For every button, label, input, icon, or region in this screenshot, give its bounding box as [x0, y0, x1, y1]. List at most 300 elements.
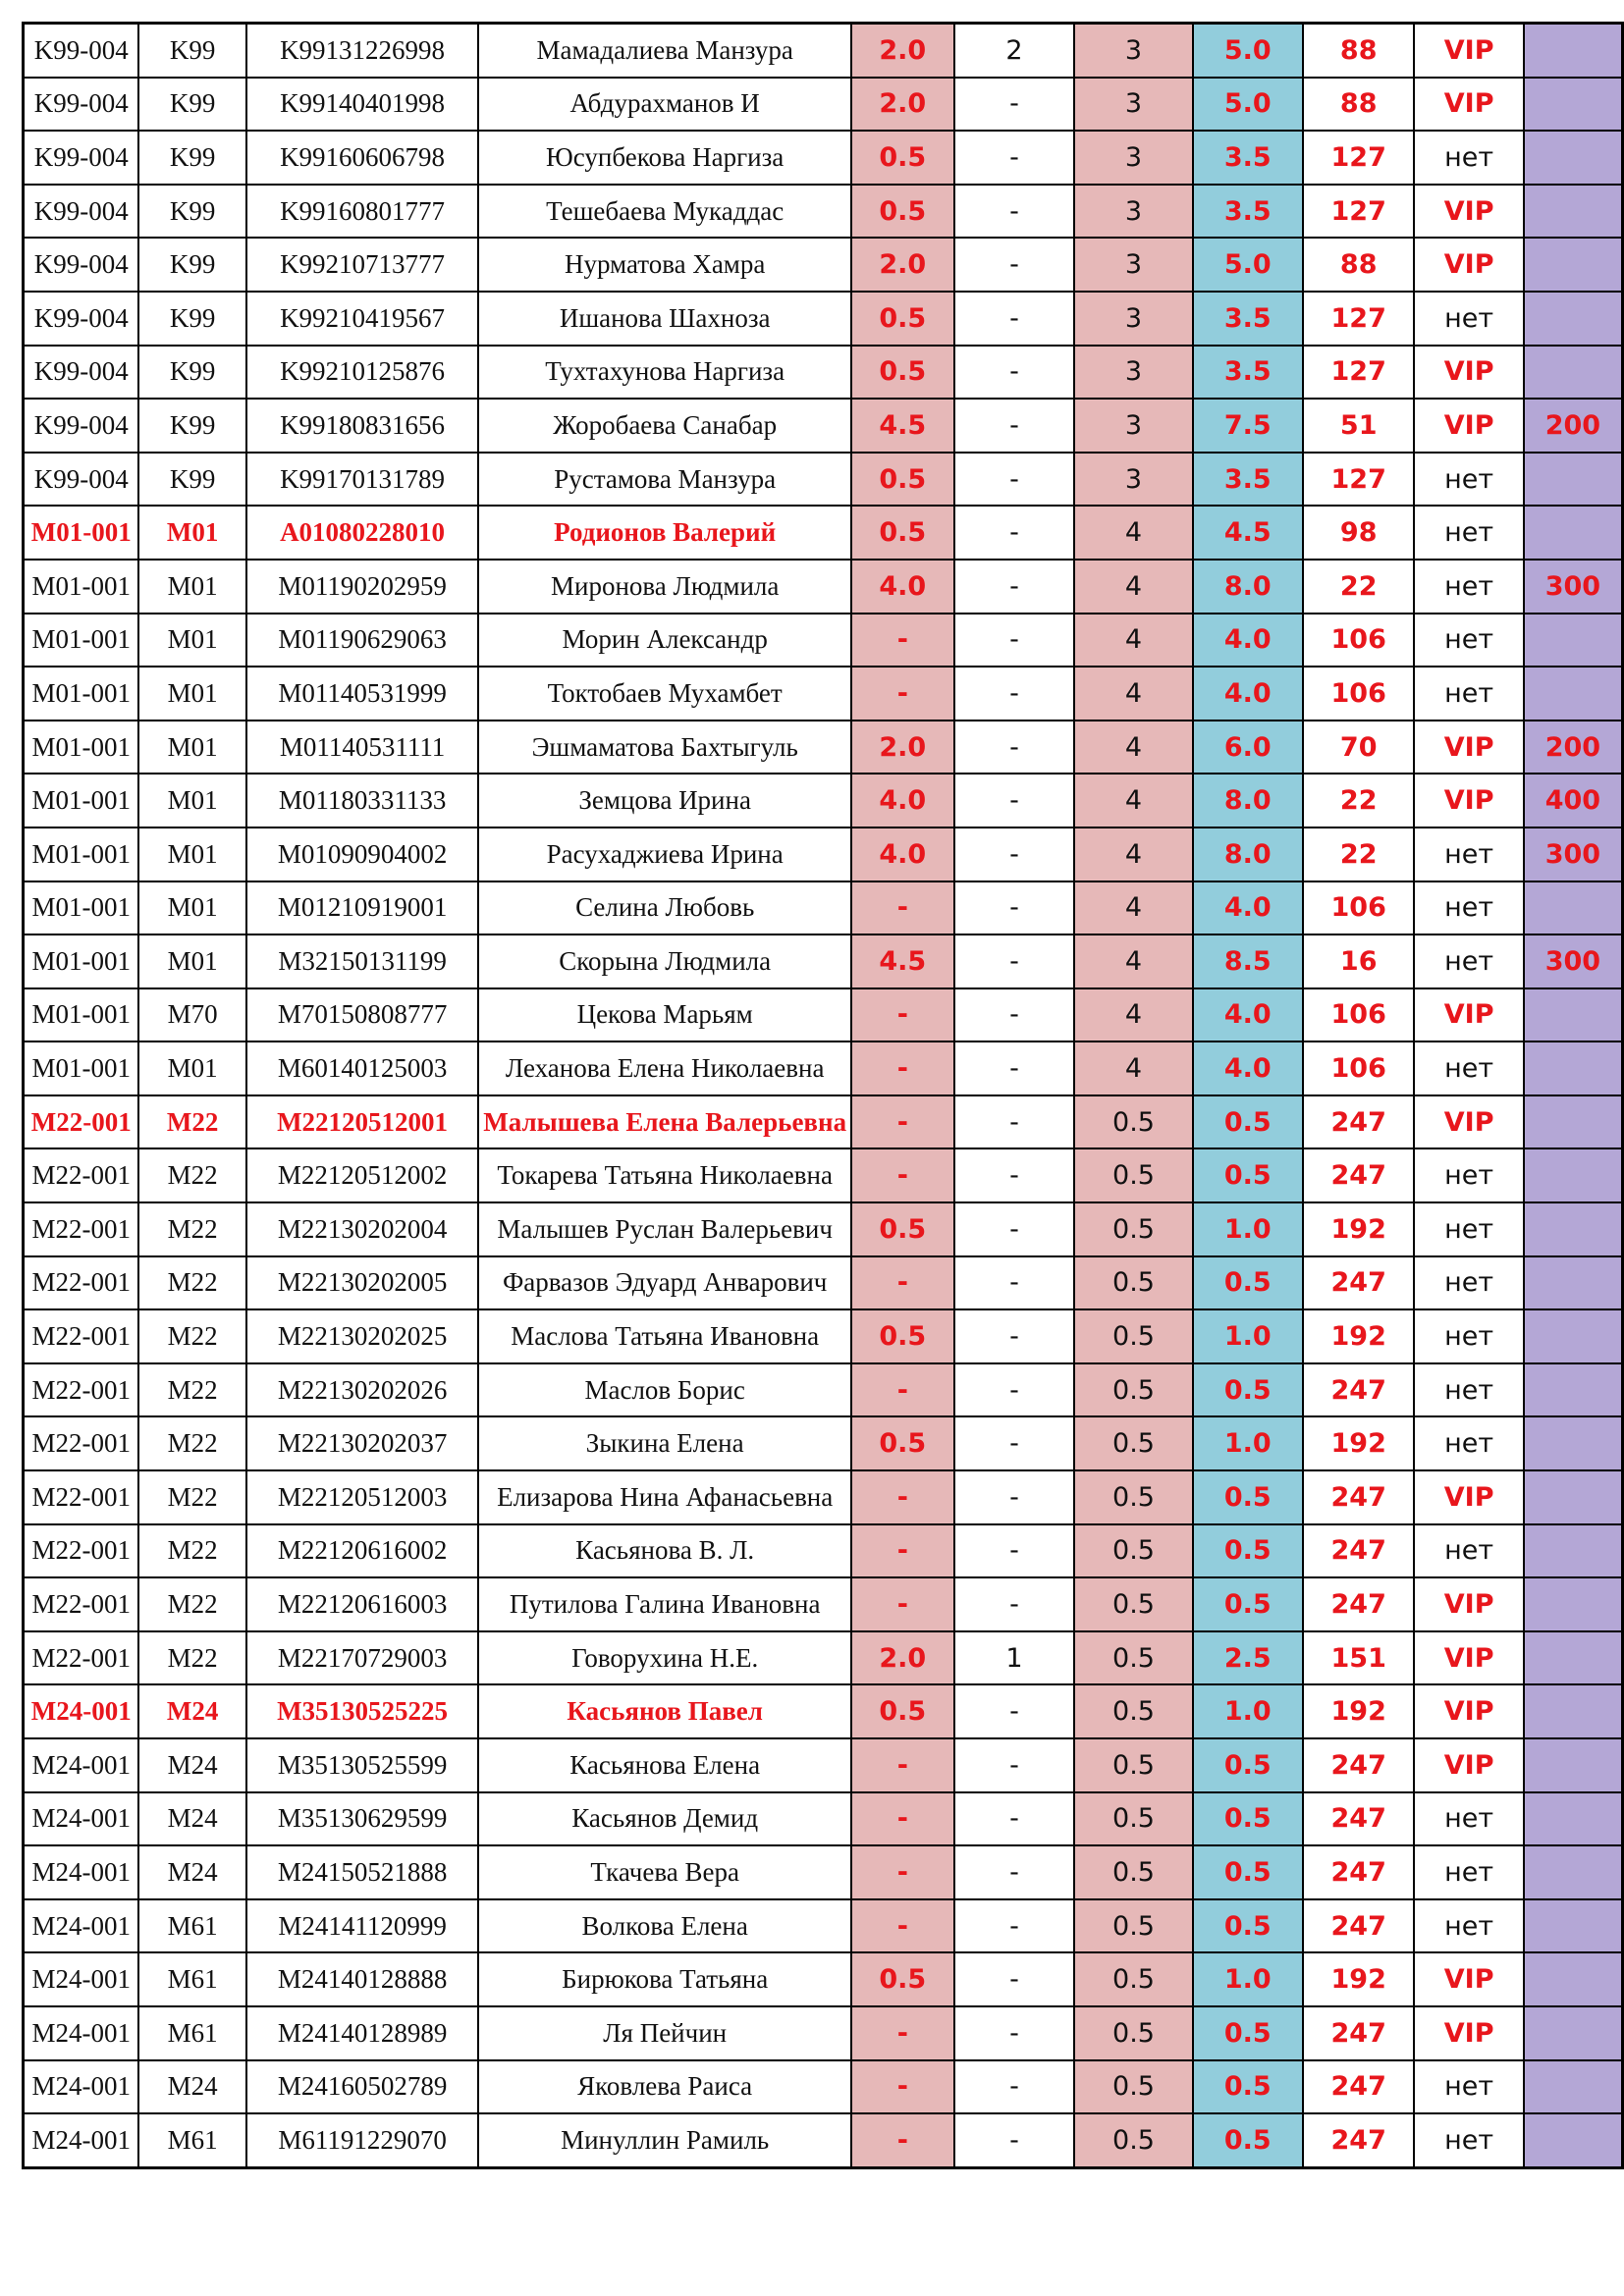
table-row — [24, 1095, 1623, 1149]
cell-v2: - — [954, 560, 1075, 614]
cell-status: VIP — [1414, 78, 1523, 132]
cell-v2: - — [954, 774, 1075, 828]
cell-v1: - — [851, 667, 953, 721]
cell-branch: K99 — [138, 24, 245, 78]
cell-id: K99140401998 — [246, 78, 478, 132]
cell-v3: 0.5 — [1074, 1845, 1192, 1899]
cell-bonus: 300 — [1524, 828, 1623, 881]
cell-v1: 2.0 — [851, 238, 953, 292]
cell-total: 1.0 — [1193, 1416, 1303, 1470]
cell-bonus: 300 — [1524, 934, 1623, 988]
cell-v3: 0.5 — [1074, 1577, 1192, 1631]
cell-v3: 4 — [1074, 560, 1192, 614]
cell-total: 0.5 — [1193, 1524, 1303, 1578]
cell-name: Земцова Ирина — [478, 774, 851, 828]
cell-status: нет — [1414, 1416, 1523, 1470]
cell-v1: 0.5 — [851, 506, 953, 560]
cell-v3: 0.5 — [1074, 2060, 1192, 2114]
cell-name: Ля Пейчин — [478, 2006, 851, 2060]
table-row — [24, 1256, 1623, 1310]
cell-v3: 0.5 — [1074, 1792, 1192, 1846]
cell-branch: M70 — [138, 988, 245, 1042]
cell-rank: 247 — [1303, 1845, 1414, 1899]
cell-name: Леханова Елена Николаевна — [478, 1041, 851, 1095]
cell-bonus — [1524, 1363, 1623, 1417]
cell-v3: 0.5 — [1074, 1470, 1192, 1524]
cell-id: M60140125003 — [246, 1041, 478, 1095]
cell-branch: K99 — [138, 185, 245, 239]
cell-branch: M22 — [138, 1470, 245, 1524]
cell-group: M24-001 — [24, 1899, 139, 1953]
cell-v3: 0.5 — [1074, 2006, 1192, 2060]
cell-v3: 3 — [1074, 185, 1192, 239]
cell-status: нет — [1414, 1899, 1523, 1953]
cell-v1: - — [851, 1041, 953, 1095]
cell-id: M01190202959 — [246, 560, 478, 614]
cell-v1: 4.0 — [851, 560, 953, 614]
cell-rank: 247 — [1303, 2006, 1414, 2060]
cell-v2: - — [954, 131, 1075, 185]
table-row — [24, 346, 1623, 400]
cell-group: K99-004 — [24, 346, 139, 400]
cell-v1: - — [851, 881, 953, 935]
cell-rank: 247 — [1303, 1470, 1414, 1524]
cell-v3: 3 — [1074, 131, 1192, 185]
cell-v1: - — [851, 2060, 953, 2114]
cell-id: M24141120999 — [246, 1899, 478, 1953]
cell-bonus — [1524, 1899, 1623, 1953]
cell-total: 4.0 — [1193, 667, 1303, 721]
cell-v2: - — [954, 614, 1075, 667]
cell-v2: 2 — [954, 24, 1075, 78]
cell-v2: - — [954, 1148, 1075, 1202]
cell-branch: M22 — [138, 1148, 245, 1202]
table-row — [24, 1631, 1623, 1685]
cell-v1: - — [851, 1577, 953, 1631]
cell-total: 4.0 — [1193, 881, 1303, 935]
cell-status: нет — [1414, 614, 1523, 667]
table-row — [24, 560, 1623, 614]
table-row — [24, 185, 1623, 239]
cell-bonus — [1524, 131, 1623, 185]
table-row — [24, 1684, 1623, 1738]
cell-bonus — [1524, 1416, 1623, 1470]
cell-v2: - — [954, 2113, 1075, 2167]
cell-v2: - — [954, 1256, 1075, 1310]
cell-rank: 70 — [1303, 721, 1414, 774]
cell-total: 0.5 — [1193, 1899, 1303, 1953]
cell-total: 5.0 — [1193, 24, 1303, 78]
cell-bonus: 300 — [1524, 560, 1623, 614]
cell-branch: M22 — [138, 1256, 245, 1310]
cell-group: M24-001 — [24, 1684, 139, 1738]
cell-group: M01-001 — [24, 774, 139, 828]
cell-bonus — [1524, 1577, 1623, 1631]
cell-v1: 2.0 — [851, 78, 953, 132]
cell-v2: - — [954, 1577, 1075, 1631]
cell-rank: 127 — [1303, 346, 1414, 400]
cell-status: VIP — [1414, 1095, 1523, 1149]
cell-group: M01-001 — [24, 560, 139, 614]
cell-status: VIP — [1414, 1470, 1523, 1524]
cell-rank: 247 — [1303, 1577, 1414, 1631]
cell-name: Касьянов Демид — [478, 1792, 851, 1846]
cell-bonus: 400 — [1524, 774, 1623, 828]
cell-group: M01-001 — [24, 934, 139, 988]
cell-bonus — [1524, 1684, 1623, 1738]
table-row — [24, 667, 1623, 721]
cell-v1: 4.0 — [851, 774, 953, 828]
cell-total: 1.0 — [1193, 1684, 1303, 1738]
cell-name: Ишанова Шахноза — [478, 292, 851, 346]
cell-id: M22120512002 — [246, 1148, 478, 1202]
cell-name: Зыкина Елена — [478, 1416, 851, 1470]
cell-name: Бирюкова Татьяна — [478, 1952, 851, 2006]
cell-total: 1.0 — [1193, 1952, 1303, 2006]
cell-branch: M61 — [138, 1899, 245, 1953]
cell-total: 0.5 — [1193, 1095, 1303, 1149]
cell-name: Малышев Руслан Валерьевич — [478, 1202, 851, 1256]
cell-status: VIP — [1414, 774, 1523, 828]
cell-name: Маслов Борис — [478, 1363, 851, 1417]
cell-name: Тешебаева Мукаддас — [478, 185, 851, 239]
cell-name: Тухтахунова Наргиза — [478, 346, 851, 400]
cell-bonus — [1524, 2113, 1623, 2167]
cell-bonus — [1524, 238, 1623, 292]
cell-v2: - — [954, 2060, 1075, 2114]
cell-v2: - — [954, 1309, 1075, 1363]
cell-v1: - — [851, 1363, 953, 1417]
cell-total: 8.5 — [1193, 934, 1303, 988]
cell-status: нет — [1414, 1524, 1523, 1578]
cell-v2: - — [954, 667, 1075, 721]
cell-status: нет — [1414, 1256, 1523, 1310]
cell-total: 4.0 — [1193, 614, 1303, 667]
cell-bonus — [1524, 988, 1623, 1042]
cell-bonus — [1524, 1792, 1623, 1846]
cell-v2: - — [954, 78, 1075, 132]
cell-id: M22130202025 — [246, 1309, 478, 1363]
cell-v3: 0.5 — [1074, 1524, 1192, 1578]
cell-v3: 0.5 — [1074, 1738, 1192, 1792]
cell-group: M22-001 — [24, 1577, 139, 1631]
table-row — [24, 1148, 1623, 1202]
cell-rank: 247 — [1303, 1899, 1414, 1953]
cell-name: Жоробаева Санабар — [478, 399, 851, 453]
cell-branch: M01 — [138, 1041, 245, 1095]
cell-group: K99-004 — [24, 453, 139, 507]
table-row — [24, 292, 1623, 346]
cell-rank: 247 — [1303, 1363, 1414, 1417]
table-row — [24, 399, 1623, 453]
cell-id: K99131226998 — [246, 24, 478, 78]
cell-v3: 0.5 — [1074, 1148, 1192, 1202]
cell-status: VIP — [1414, 1952, 1523, 2006]
cell-name: Эшмаматова Бахтыгуль — [478, 721, 851, 774]
cell-v1: 4.5 — [851, 934, 953, 988]
cell-rank: 51 — [1303, 399, 1414, 453]
cell-total: 5.0 — [1193, 78, 1303, 132]
cell-group: K99-004 — [24, 185, 139, 239]
cell-rank: 247 — [1303, 2060, 1414, 2114]
cell-id: M22120616002 — [246, 1524, 478, 1578]
cell-branch: M24 — [138, 1738, 245, 1792]
cell-v2: - — [954, 1792, 1075, 1846]
cell-name: Мамадалиева Манзура — [478, 24, 851, 78]
cell-group: M24-001 — [24, 1952, 139, 2006]
cell-group: M22-001 — [24, 1470, 139, 1524]
cell-rank: 106 — [1303, 1041, 1414, 1095]
cell-rank: 247 — [1303, 1738, 1414, 1792]
cell-group: M01-001 — [24, 881, 139, 935]
cell-branch: M22 — [138, 1524, 245, 1578]
table-row — [24, 131, 1623, 185]
cell-v1: - — [851, 1470, 953, 1524]
cell-name: Ткачева Вера — [478, 1845, 851, 1899]
cell-status: VIP — [1414, 185, 1523, 239]
cell-group: M22-001 — [24, 1148, 139, 1202]
cell-id: M01140531111 — [246, 721, 478, 774]
cell-branch: M01 — [138, 506, 245, 560]
table-row — [24, 828, 1623, 881]
cell-v3: 0.5 — [1074, 1256, 1192, 1310]
table-row — [24, 1524, 1623, 1578]
cell-v2: - — [954, 1899, 1075, 1953]
cell-v2: - — [954, 721, 1075, 774]
cell-v1: 0.5 — [851, 346, 953, 400]
cell-bonus — [1524, 1148, 1623, 1202]
table-row — [24, 238, 1623, 292]
cell-v3: 0.5 — [1074, 1952, 1192, 2006]
cell-bonus — [1524, 1631, 1623, 1685]
cell-total: 3.5 — [1193, 292, 1303, 346]
cell-status: VIP — [1414, 1684, 1523, 1738]
cell-group: K99-004 — [24, 238, 139, 292]
cell-id: A01080228010 — [246, 506, 478, 560]
cell-name: Малышева Елена Валерьевна — [478, 1095, 851, 1149]
cell-rank: 88 — [1303, 78, 1414, 132]
cell-rank: 106 — [1303, 667, 1414, 721]
cell-v1: - — [851, 614, 953, 667]
cell-v1: - — [851, 1845, 953, 1899]
cell-v3: 0.5 — [1074, 1095, 1192, 1149]
cell-branch: M61 — [138, 2113, 245, 2167]
cell-name: Фарвазов Эдуард Анварович — [478, 1256, 851, 1310]
cell-v3: 3 — [1074, 238, 1192, 292]
cell-name: Токарева Татьяна Николаевна — [478, 1148, 851, 1202]
cell-v2: - — [954, 292, 1075, 346]
cell-id: K99180831656 — [246, 399, 478, 453]
cell-bonus — [1524, 2006, 1623, 2060]
cell-branch: M24 — [138, 1792, 245, 1846]
cell-v1: 0.5 — [851, 1309, 953, 1363]
cell-name: Родионов Валерий — [478, 506, 851, 560]
cell-total: 3.5 — [1193, 131, 1303, 185]
cell-branch: K99 — [138, 399, 245, 453]
cell-id: M24140128989 — [246, 2006, 478, 2060]
cell-status: VIP — [1414, 238, 1523, 292]
cell-status: нет — [1414, 292, 1523, 346]
cell-group: M22-001 — [24, 1416, 139, 1470]
cell-group: M01-001 — [24, 988, 139, 1042]
cell-total: 3.5 — [1193, 453, 1303, 507]
cell-rank: 247 — [1303, 2113, 1414, 2167]
cell-status: нет — [1414, 131, 1523, 185]
cell-v3: 3 — [1074, 399, 1192, 453]
cell-group: M22-001 — [24, 1363, 139, 1417]
table-row — [24, 2006, 1623, 2060]
cell-status: VIP — [1414, 24, 1523, 78]
cell-rank: 192 — [1303, 1684, 1414, 1738]
cell-id: M61191229070 — [246, 2113, 478, 2167]
cell-name: Расухаджиева Ирина — [478, 828, 851, 881]
cell-branch: M01 — [138, 560, 245, 614]
table-row — [24, 1309, 1623, 1363]
cell-v2: - — [954, 988, 1075, 1042]
table-row — [24, 934, 1623, 988]
cell-v2: - — [954, 1845, 1075, 1899]
cell-id: M70150808777 — [246, 988, 478, 1042]
cell-total: 5.0 — [1193, 238, 1303, 292]
cell-rank: 127 — [1303, 292, 1414, 346]
cell-bonus — [1524, 667, 1623, 721]
cell-v1: 2.0 — [851, 24, 953, 78]
cell-status: нет — [1414, 1845, 1523, 1899]
cell-group: M22-001 — [24, 1202, 139, 1256]
cell-v1: - — [851, 2006, 953, 2060]
cell-v3: 0.5 — [1074, 2113, 1192, 2167]
cell-v1: 0.5 — [851, 453, 953, 507]
cell-status: нет — [1414, 1309, 1523, 1363]
cell-rank: 16 — [1303, 934, 1414, 988]
cell-bonus — [1524, 292, 1623, 346]
cell-branch: M22 — [138, 1577, 245, 1631]
cell-total: 2.5 — [1193, 1631, 1303, 1685]
cell-name: Морин Александр — [478, 614, 851, 667]
cell-group: M22-001 — [24, 1524, 139, 1578]
cell-total: 0.5 — [1193, 1470, 1303, 1524]
cell-group: M24-001 — [24, 1738, 139, 1792]
cell-rank: 192 — [1303, 1952, 1414, 2006]
cell-group: M01-001 — [24, 614, 139, 667]
table-row — [24, 1202, 1623, 1256]
cell-v2: - — [954, 934, 1075, 988]
cell-total: 4.5 — [1193, 506, 1303, 560]
cell-v1: - — [851, 1738, 953, 1792]
cell-rank: 192 — [1303, 1309, 1414, 1363]
cell-name: Яковлева Раиса — [478, 2060, 851, 2114]
cell-rank: 247 — [1303, 1095, 1414, 1149]
table-row — [24, 721, 1623, 774]
cell-branch: M01 — [138, 614, 245, 667]
cell-rank: 127 — [1303, 185, 1414, 239]
cell-v3: 3 — [1074, 453, 1192, 507]
cell-v1: 0.5 — [851, 292, 953, 346]
table-row — [24, 1577, 1623, 1631]
cell-group: M01-001 — [24, 1041, 139, 1095]
cell-id: M01180331133 — [246, 774, 478, 828]
cell-v2: - — [954, 399, 1075, 453]
cell-v2: - — [954, 1416, 1075, 1470]
cell-branch: K99 — [138, 346, 245, 400]
cell-status: VIP — [1414, 2006, 1523, 2060]
cell-v1: - — [851, 988, 953, 1042]
cell-group: M24-001 — [24, 1792, 139, 1846]
cell-name: Селина Любовь — [478, 881, 851, 935]
cell-status: нет — [1414, 1148, 1523, 1202]
table-row — [24, 1899, 1623, 1953]
cell-v3: 4 — [1074, 667, 1192, 721]
table-row — [24, 881, 1623, 935]
cell-name: Юсупбекова Наргиза — [478, 131, 851, 185]
cell-branch: M01 — [138, 667, 245, 721]
cell-v3: 0.5 — [1074, 1416, 1192, 1470]
cell-v3: 3 — [1074, 24, 1192, 78]
cell-total: 4.0 — [1193, 1041, 1303, 1095]
cell-bonus — [1524, 24, 1623, 78]
cell-v3: 4 — [1074, 506, 1192, 560]
cell-rank: 247 — [1303, 1524, 1414, 1578]
cell-v1: 0.5 — [851, 1952, 953, 2006]
cell-branch: K99 — [138, 78, 245, 132]
cell-name: Касьянов Павел — [478, 1684, 851, 1738]
cell-name: Касьянова Елена — [478, 1738, 851, 1792]
cell-id: M35130629599 — [246, 1792, 478, 1846]
cell-v3: 0.5 — [1074, 1899, 1192, 1953]
table-row — [24, 1952, 1623, 2006]
cell-branch: M22 — [138, 1202, 245, 1256]
cell-group: M24-001 — [24, 2113, 139, 2167]
cell-group: M01-001 — [24, 721, 139, 774]
cell-v1: 4.5 — [851, 399, 953, 453]
table-row — [24, 1738, 1623, 1792]
cell-branch: M01 — [138, 828, 245, 881]
table-row — [24, 774, 1623, 828]
cell-bonus — [1524, 1095, 1623, 1149]
cell-id: M22130202005 — [246, 1256, 478, 1310]
cell-id: M01210919001 — [246, 881, 478, 935]
cell-id: M22120616003 — [246, 1577, 478, 1631]
cell-v3: 0.5 — [1074, 1631, 1192, 1685]
cell-v3: 3 — [1074, 346, 1192, 400]
cell-v1: 0.5 — [851, 131, 953, 185]
cell-group: K99-004 — [24, 399, 139, 453]
cell-branch: K99 — [138, 131, 245, 185]
cell-v2: - — [954, 346, 1075, 400]
cell-name: Касьянова В. Л. — [478, 1524, 851, 1578]
cell-v2: - — [954, 238, 1075, 292]
cell-total: 0.5 — [1193, 2113, 1303, 2167]
cell-name: Токтобаев Мухамбет — [478, 667, 851, 721]
cell-id: M24160502789 — [246, 2060, 478, 2114]
cell-v1: - — [851, 1095, 953, 1149]
cell-total: 8.0 — [1193, 774, 1303, 828]
cell-v2: - — [954, 1952, 1075, 2006]
cell-name: Нурматова Хамра — [478, 238, 851, 292]
cell-v3: 4 — [1074, 614, 1192, 667]
cell-v1: 2.0 — [851, 721, 953, 774]
cell-bonus — [1524, 1256, 1623, 1310]
cell-total: 1.0 — [1193, 1309, 1303, 1363]
cell-bonus: 200 — [1524, 721, 1623, 774]
cell-v1: 2.0 — [851, 1631, 953, 1685]
cell-rank: 151 — [1303, 1631, 1414, 1685]
cell-total: 0.5 — [1193, 1845, 1303, 1899]
cell-v3: 4 — [1074, 828, 1192, 881]
cell-rank: 247 — [1303, 1256, 1414, 1310]
cell-v3: 4 — [1074, 881, 1192, 935]
cell-v1: - — [851, 2113, 953, 2167]
